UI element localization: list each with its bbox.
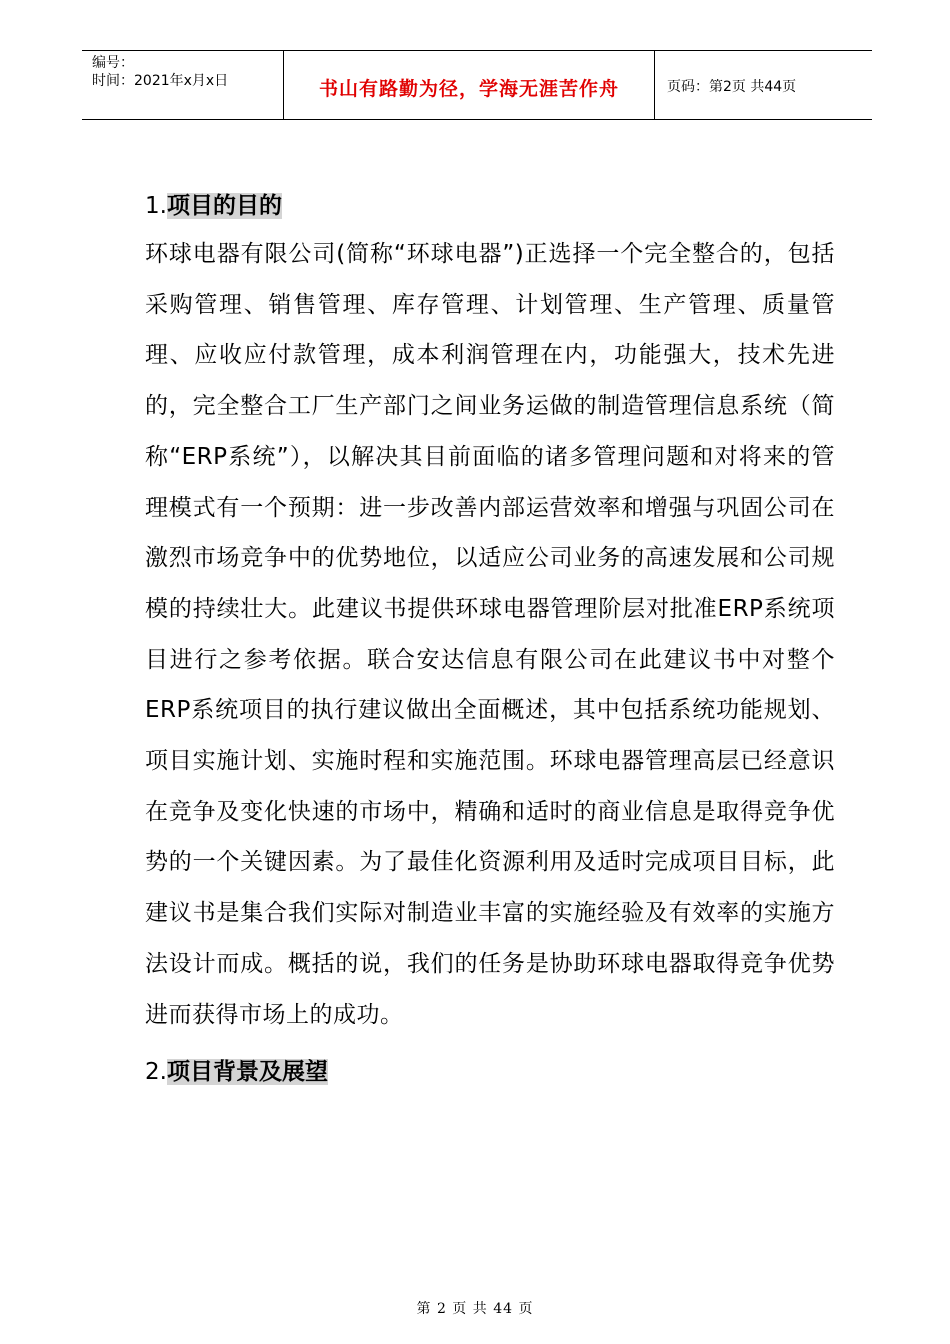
header-motto: 书山有路勤为径，学海无涯苦作舟 — [318, 78, 619, 100]
header-page-cell — [655, 51, 872, 119]
page-footer: 第 2 页 共 44 页 — [416, 1301, 534, 1317]
header-page-info: 页码：第2页 共44页 — [667, 79, 797, 95]
section-2-number: 2. — [145, 1059, 167, 1086]
section-2-heading — [145, 1052, 835, 1092]
section-1-title: 项目的目的 — [166, 193, 282, 219]
page-header — [82, 50, 872, 120]
section-1-paragraph: 环球电器有限公司(简称“环球电器”)正选择一个完全整合的，包括采购管理、销售管理、库存管理、计划管理、生产管理、质量管理、应收应付款管理，成本利润管理在内，功能强大，技术先进的，完全整合工厂生产部门之间业务运做的制造管理信息系统（简称“ERP系统”），以解决其目前面临的诸多管理问题和对将来的管理模式有一个预期：进一步改善内部运营效率和增强与巩固公司在激烈市场竞争中的优势地位，以适应公司业务的高速发展和公司规模的持续壮大。此建议书提供环球电器管理阶层对批准ERP系统项目进行之参考依据。联合安达信息有限公司在此建议书中对整个ERP系统项目的执行建议做出全面概述，其中包括系统功能规划、项目实施计划、实施时程和实施范围。环球电器管理高层已经意识在竞争及变化快速的市场中，精确和适时的商业信息是取得竞争优势的一个关键因素。为了最佳化资源利用及适时完成项目目标，此建议书是集合我们实际对制造业丰富的实施经验及有效率的实施方法设计而成。概括的说，我们的任务是协助环球电器取得竞争优势进而获得市场上的成功。 — [145, 241, 835, 1028]
doc-time-label: 时间：2021年x月x日 — [92, 73, 229, 89]
header-meta-cell — [82, 51, 284, 119]
section-1-heading — [145, 186, 835, 226]
section-1-number: 1. — [145, 193, 167, 219]
header-motto-cell — [284, 51, 655, 119]
section-2-title: 项目背景及展望 — [166, 1059, 328, 1086]
doc-number-label: 编号： — [92, 55, 134, 71]
document-body — [145, 186, 835, 1092]
